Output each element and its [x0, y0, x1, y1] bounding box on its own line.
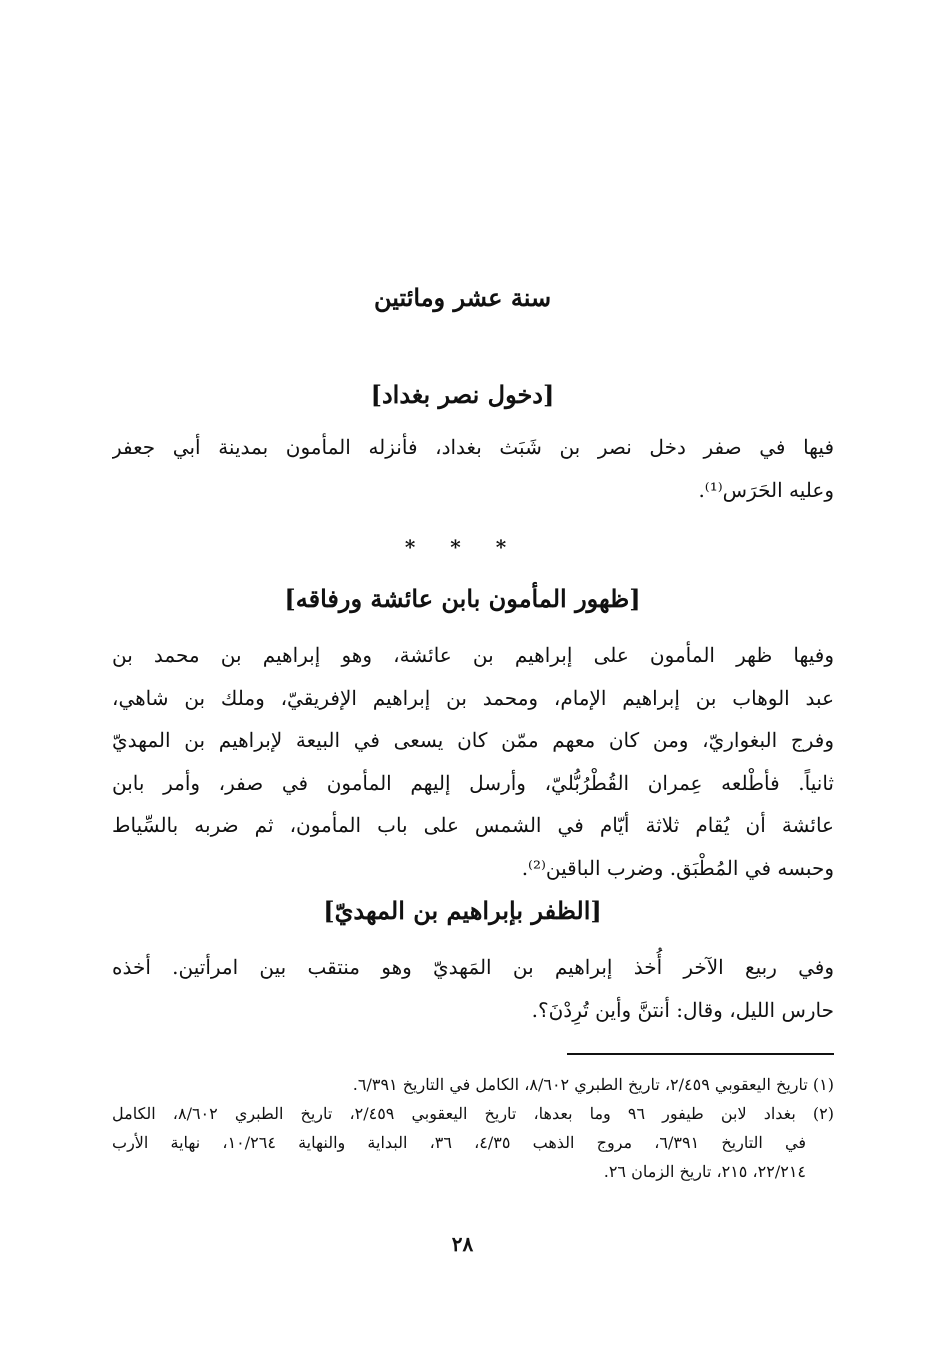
section-heading-ibrahim-mahdi: [الظفر بإبراهيم بن المهديّ]: [323, 896, 602, 925]
paragraph-line: وعليه الحَرَس⁽¹⁾.: [698, 477, 834, 502]
section-paragraph-ibn-aisha: [112, 634, 834, 889]
footnote-1: [112, 1070, 834, 1099]
year-title: سنة عشر ومائتين: [373, 283, 552, 312]
footnote-2: [112, 1099, 834, 1186]
footnote-line: ٢٢/٢١٤، ٢١٥، تاريخ الزمان ٢٦.: [603, 1162, 806, 1181]
paragraph-line: وفيها ظهر المأمون على إبراهيم بن عائشة، وهو إبراهيم بن محمد بن: [112, 643, 834, 667]
paragraph-line: عبد الوهاب بن إبراهيم الإمام، ومحمد بن إبراهيم الإفريقيّ، وملك بن شاهي،: [112, 685, 834, 710]
paragraph-line: ثانياً. فأطْلعه عِمران القُطْرُبُّليّ، وأرسل إليهم المأمون في صفر، وأمر بابن: [112, 770, 834, 795]
paragraph-line: وفي ربيع الآخر أُخذ إبراهيم بن المَهديّ وهو منتقب بين امرأتين. أخذه: [112, 955, 834, 979]
footnote-divider: [567, 1053, 834, 1055]
footnote-line: في التاريخ ٦/٣٩١، مروج الذهب ٤/٣٥، ٣٦، البداية والنهاية ١٠/٢٦٤، نهاية الأرب: [112, 1133, 807, 1152]
footnotes: [112, 1070, 834, 1186]
paragraph-line: فيها في صفر دخل نصر بن شَبَث بغداد، فأنزله المأمون بمدينة أبي جعفر: [112, 435, 834, 459]
paragraph-line: وفرج البغواريّ، ومن كان معهم ممّن كان يسعى في البيعة لإبراهيم بن المهديّ: [112, 728, 834, 752]
section-heading-nasr: [دخول نصر بغداد]: [370, 380, 555, 409]
page-number: ٢٨: [451, 1232, 474, 1256]
section-paragraph-ibrahim-mahdi: [112, 946, 834, 1031]
section-heading-ibn-aisha: [ظهور المأمون بابن عائشة ورفاقه]: [284, 584, 641, 613]
paragraph-line: عائشة أن يُقام ثلاثة أيّام في الشمس على باب المأمون، ثم ضربه بالسِّياط: [112, 813, 834, 837]
footnote-line: (١) تاريخ اليعقوبي ٢/٤٥٩، تاريخ الطبري ٨/٦٠٢، الكامل في التاريخ ٦/٣٩١.: [352, 1075, 834, 1094]
section-paragraph-nasr: [112, 426, 834, 511]
section-separator: * * *: [404, 535, 521, 559]
paragraph-line: وحبسه في المُطْبَق. وضرب الباقين⁽²⁾.: [521, 855, 834, 880]
footnote-line: (٢) بغداد لابن طيفور ٩٦ وما بعدها، تاريخ اليعقوبي ٢/٤٥٩، تاريخ الطبري ٨/٦٠٢، الكامل: [112, 1104, 834, 1123]
paragraph-line: حارس الليل، وقال: أنتنَّ وأين تُرِدْنَ؟.: [531, 997, 834, 1022]
